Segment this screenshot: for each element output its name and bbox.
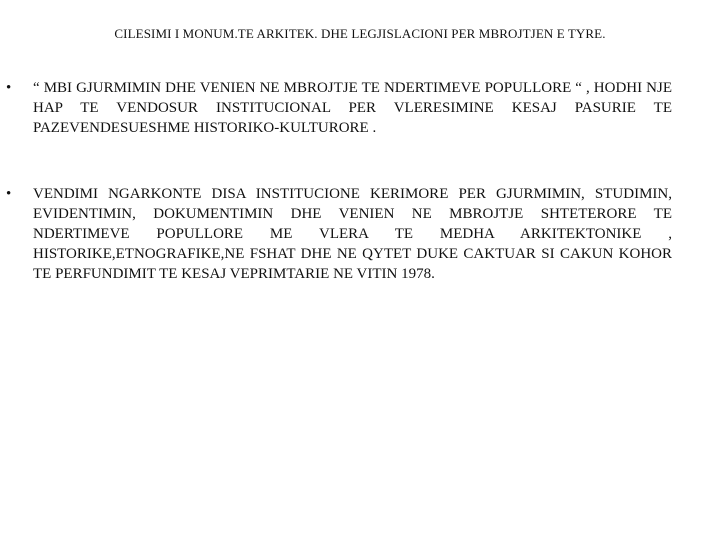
bullet-text: “ MBI GJURMIMIN DHE VENIEN NE MBROJTJE TE NDERTIMEVE POPULLORE “ , HODHI NJE HAP TE VENDOSUR INSTITUCIONAL PER VLERESIMINE KESAJ PASURIE TE PAZEVENDESUESHME HISTORIKO-KULTURORE . xyxy=(33,80,672,136)
bullet-item xyxy=(0,78,720,138)
bullet-list xyxy=(0,78,720,330)
bullet-dot-icon: • xyxy=(6,80,12,96)
slide-title: CILESIMI I MONUM.TE ARKITEK. DHE LEGJISLACIONI PER MBROJTJEN E TYRE. xyxy=(114,26,606,41)
bullet-dot-icon: • xyxy=(6,186,12,202)
bullet-item xyxy=(0,184,720,284)
bullet-text: VENDIMI NGARKONTE DISA INSTITUCIONE KERIMORE PER GJURMIMIN, STUDIMIN, EVIDENTIMIN, DOKUMENTIMIN DHE VENIEN NE MBROJTJE SHTETERORE TE NDERTIMEVE POPULLORE ME VLERA TE MEDHA ARKITEKTONIKE , HISTORIKE,ETNOGRAFIKE,NE FSHAT DHE NE QYTET DUKE CAKTUAR SI CAKUN KOHOR TE PERFUNDIMIT TE KESAJ VEPRIMTARIE NE VITIN 1978. xyxy=(33,186,672,282)
